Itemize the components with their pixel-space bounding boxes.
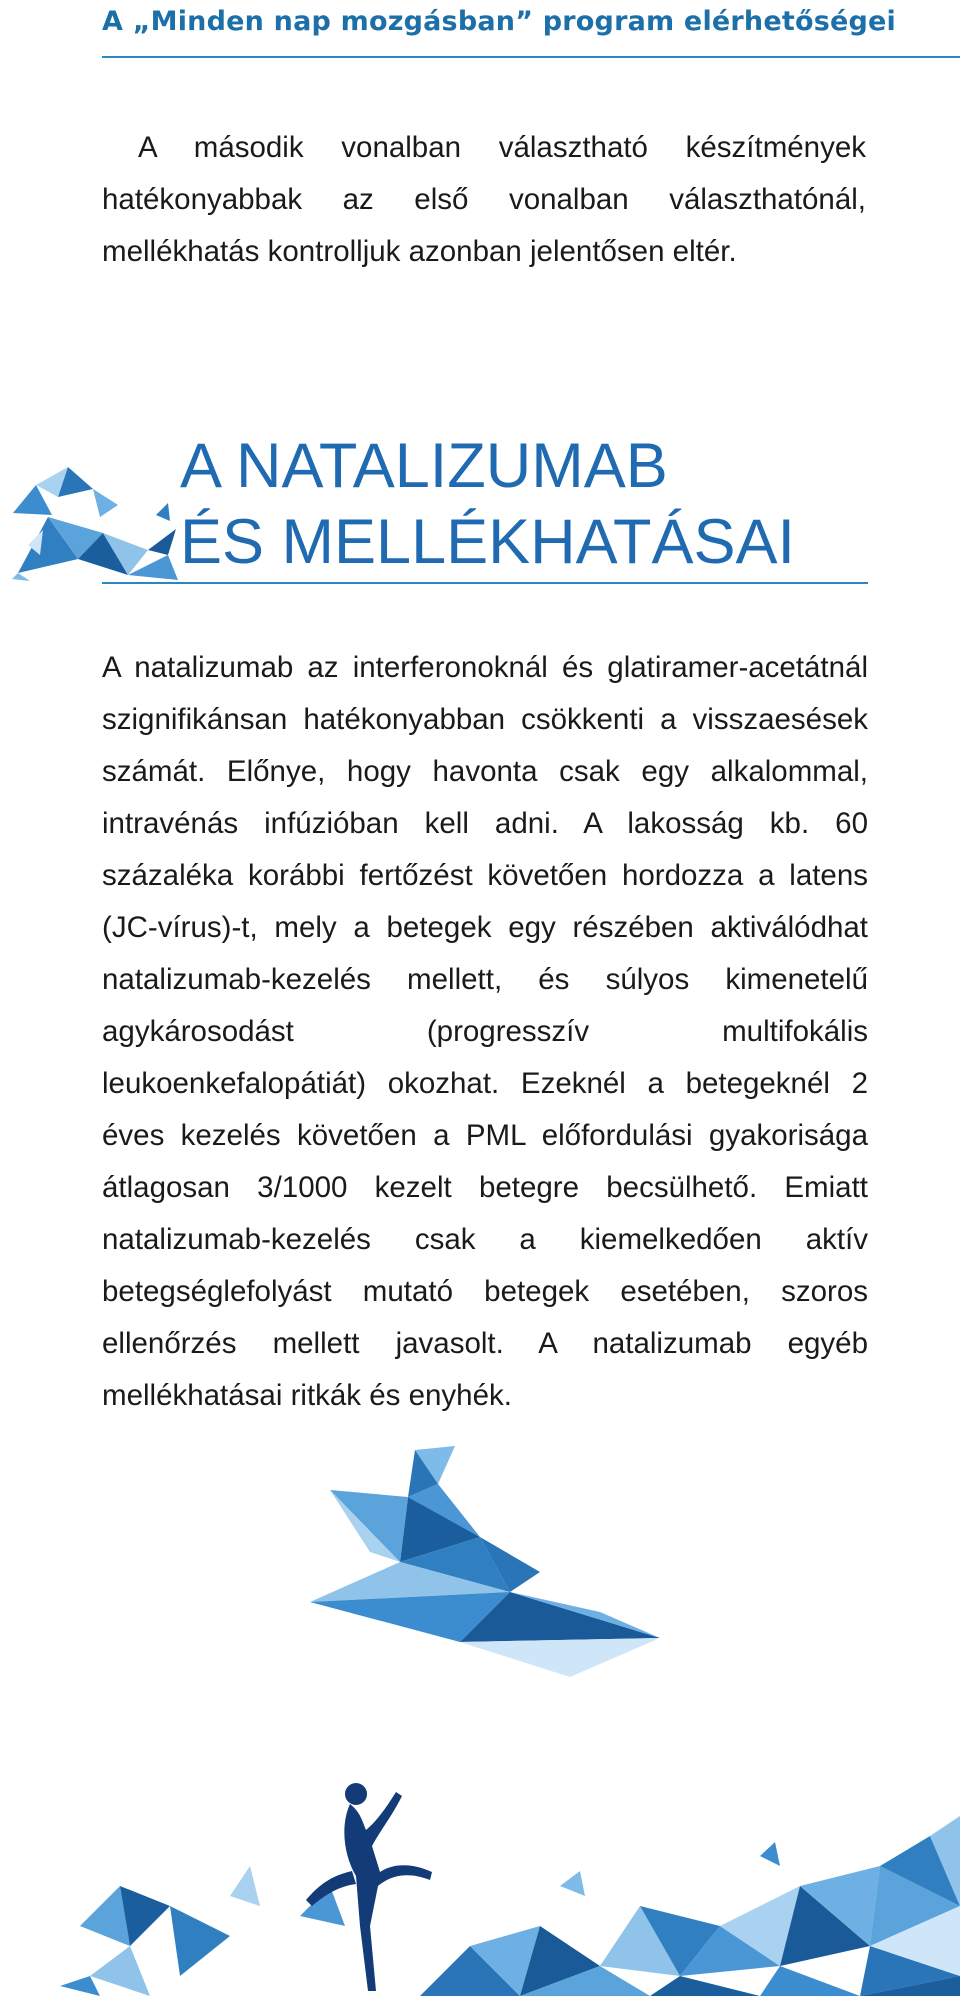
crystal-cluster-ornament [8, 455, 188, 585]
intro-paragraph: A második vonalban választható készítmények hatékonyabbak az első vonalban választhatónál, mellékhatás kontrolljuk azonban jelentősen eltér. [102, 131, 866, 268]
section-title-rule [102, 582, 868, 584]
section-title [180, 428, 795, 580]
dancer-head [345, 1783, 367, 1805]
section-body: A natalizumab az interferonoknál és glatiramer-acetátnál szignifikánsan hatékonyabban csökkenti a visszaesések számát. Előnye, hogy havonta csak egy alkalommal, intravénás infúzióban kell adni. A lakosság kb. 60 százaléka korábbi fertőzést követően hordozza a latens (JC-vírus)-t, mely a betegek egy részében aktiválódhat natalizumab-kezelés mellett, és súlyos kimenetelű agykárosodást (progresszív multifokális leukoenkefalopátiát) okozhat. Ezeknél a betegeknél 2 éves kezelés követően a PML előfordulási gyakorisága átlagosan 3/1000 kezelt betegre becsülhető. Emiatt natalizumab-kezelés csak a kiemelkedően aktív betegséglefolyást mutató betegek esetében, szoros ellenőrzés mellett javasolt. A natalizumab egyéb mellékhatásai ritkák és enyhék. [102, 651, 868, 1412]
origami-bird-ornament [310, 1442, 670, 1682]
running-head: A „Minden nap mozgásban” program elérhetőségei [102, 6, 896, 37]
dancer-shards-ornament [0, 1776, 960, 1996]
header-rule [102, 56, 960, 58]
section-title-line-2: ÉS MELLÉKHATÁSAI [180, 507, 796, 577]
section-title-line-1: A NATALIZUMAB [180, 431, 668, 501]
